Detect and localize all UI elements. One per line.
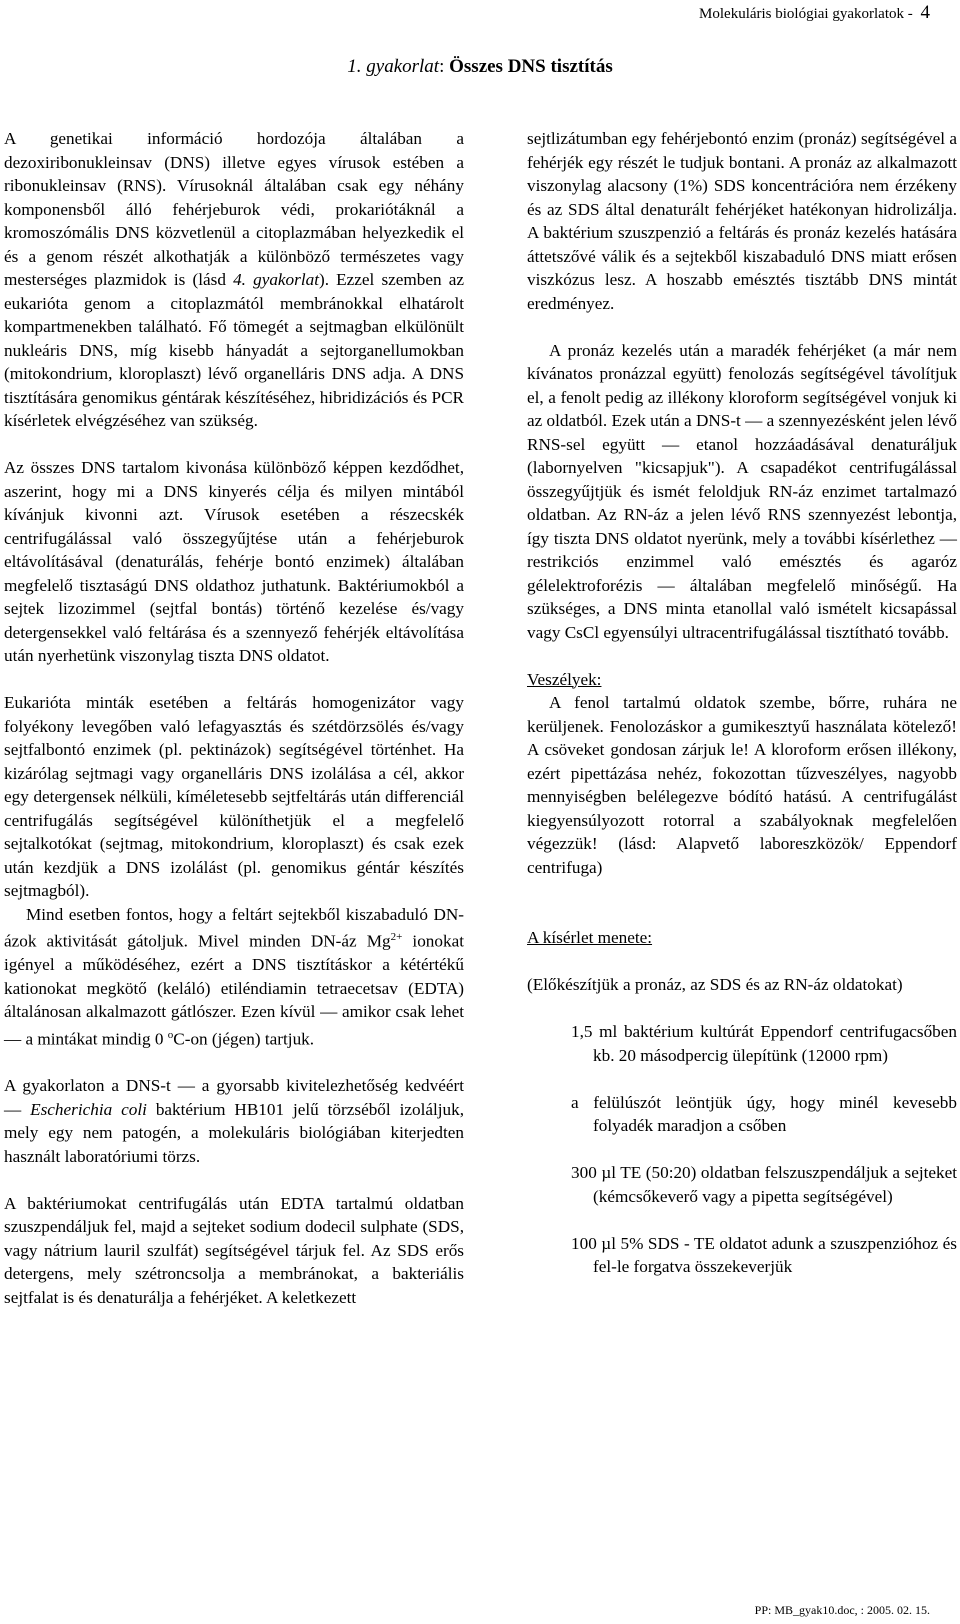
dnase-text-cont: ionokat igényel a működéséhez, ezért a DNS tisztításkor a kétértékű kationokat megkötő (keláló) etiléndiamin tetraecetsav (EDTA) általánosan alkalmazott gátlószer. Ezen kívül — amikor csak lehet — a mintákat mindig 0 [4, 931, 464, 1049]
title-colon: : [439, 56, 445, 77]
procedure-steps [527, 1020, 957, 1279]
title-prefix: 1. gyakorlat [347, 56, 440, 77]
procedure-step-3: 300 µl TE (50:20) oldatban felszuszpendáljuk a sejteket (kémcsőkeverő vagy a pipetta segítségével) [571, 1163, 957, 1206]
intro-paragraph [4, 127, 464, 433]
header-separator: - [907, 6, 913, 22]
cross-reference: 4. gyakorlat [233, 270, 319, 289]
title-main: Összes DNS tisztítás [449, 56, 613, 77]
intro-text-cont: ). Ezzel szemben az eukarióta genom a citoplazmától membránokkal elhatárolt kompartmenekben található. Fő tömegét a sejtmagban elkülönült nukleáris DNS, míg kisebb hányadát a sejtorganellumokban (mitokondrium, kloroplaszt) lévő organelláris DNS adja. A DNS tisztítására genomikus géntárak készítéséhez, hibridizációs és PCR kísérletek elvégzéséhez van szükség. [4, 270, 465, 430]
procedure-step-1: 1,5 ml baktérium kultúrát Eppendorf centrifugacsőben kb. 20 másodpercig ülepítünk (12000 rpm) [571, 1022, 957, 1065]
procedure-heading [527, 926, 957, 950]
right-column [527, 127, 957, 1279]
dangers-heading-text: Veszélyek: [527, 669, 602, 689]
strain-text-cont: baktérium HB101 jelű törzséből izoláljuk, mely egy nem patogén, a molekuláris biológiában kiterjedten használt laboratóriumi törzs. [4, 1099, 465, 1166]
page-title [0, 56, 960, 78]
procedure-step-4: 100 µl 5% SDS - TE oldatot adunk a szuszpenzióhoz és fel-le forgatva összekeverjük [571, 1233, 957, 1276]
procedure-heading-text: A kísérlet menete: [527, 928, 653, 947]
lysis-paragraph: A baktériumokat centrifugálás után EDTA tartalmú oldatban szuszpendáljuk fel, majd a sejteket sodium dodecil sulphate (SDS, vagy nátrium lauril szulfát) segítségével tárjuk fel. Az SDS erős detergens, mely szétroncsolja a membránokat, a bakteriális sejtfalat is és denaturálja a fehérjéket. A keletkezett [4, 1193, 464, 1307]
dangers-paragraph: A fenol tartalmú oldatok szembe, bőrre, ruhára ne kerüljenek. Fenolozáskor a gumikesztyű használata kötelező! A csöveket gondosan zárjuk le! A kloroform erősen illékony, ezért pipettázása nehéz, fokozottan tűzveszélyes, nagyobb mennyiségben belélegezve bódító hatású. A centrifugálást kiegyensúlyozott rotorral a szabályoknak megfelelően végezzük! (lásd: Alapvető laboreszközök/ Eppendorf centrifuga) [527, 693, 957, 877]
degree-symbol: o [167, 1028, 174, 1041]
intro-text: A genetikai információ hordozója általában a dezoxiribonukleinsav (DNS) illetve egyes vírusok estében a ribonukleinsav (RNS). Vírusoknál általában csak egy néhány komponensből álló fehérjeburok védi, prokariótáknál a kromoszómális DNS közvetlenül a citoplazmában helyezkedik el és a genom részét alkothatják a különböző természetes vagy mesterséges plazmidok is (lásd [4, 129, 464, 289]
strain-paragraph [4, 1074, 464, 1168]
strain-text: A gyakorlaton a DNS-t — a gyorsabb kivitelezhetőség kedvéért — [4, 1076, 464, 1119]
page-number: 4 [920, 2, 930, 23]
dnase-text: Mind esetben fontos, hogy a feltárt sejtekből kiszabaduló DN-ázok aktivitását gátoljuk. Mivel minden DN-áz Mg [4, 904, 464, 951]
procedure-step-2: a felülúszót leöntjük úgy, hogy minél kevesebb folyadék maradjon a csőben [571, 1092, 957, 1135]
eukaryote-paragraph: Eukarióta minták esetében a feltárás homogenizátor vagy folyékony levegőben való lefagyasztás és szétdörzsölés és/vagy sejtfalbontó enzimek (pl. pektinázok) segítségével történhet. Ha kizárólag sejtmagi vagy organelláris DNS izolálása a cél, akkor egy detergensek nélküli, kíméletesebb sejtfeltárás után differenciál centrifugálás segítségével különíthetjük el a megfelelő sejtalkotókat (sejtmag, mitokondrium, kloroplaszt) és csak ezek után kezdjük a DNS izolálást (pl. genomikus géntár készítés sejtmagból). [4, 693, 464, 900]
extraction-paragraph: Az összes DNS tartalom kivonása különböző képpen kezdődhet, aszerint, hogy mi a DNS kinyerés célja és milyen mintából kívánjuk kivonni azt. Vírusok esetében a részecskék centrifugálással való összegyűjtése után a fehérjeburok eltávolításával (denaturálás, fehérje bontó enzimek) általában megfelelő tisztaságú DNS oldathoz juthatunk. Baktériumokból a sejtek lizozimmel (sejtfal bontás) történő kezelése és/vagy detergensekkel való feltárása és a szennyező fehérjék eltávolítása után nyerhetünk viszonylag tiszta DNS oldatot. [4, 458, 464, 665]
pronase-paragraph: sejtlizátumban egy fehérjebontó enzim (pronáz) segítségével a fehérjék egy részét le tudjuk bontani. A pronáz az alkalmazott viszonylag alacsony (1%) SDS koncentrációra nem érzékeny és az SDS által denaturált fehérjéket hatékonyan hidrolizálja. A baktérium szuszpenzió a feltárás és pronáz kezelés hatására áttetszővé válik és a sejtekből kiszabaduló DNS miatt erősen viszkózus lesz. A hoszabb emésztés tisztább DNS mintát eredményez. [527, 129, 957, 313]
dnase-paragraph [4, 903, 464, 1051]
dangers-heading [527, 668, 957, 692]
left-column [4, 127, 464, 1309]
running-title: Molekuláris biológiai gyakorlatok [699, 6, 904, 22]
page-footer: PP: MB_gyak10.doc, : 2005. 02. 15. [754, 1603, 930, 1617]
mg-charge: 2+ [390, 931, 403, 943]
running-header [699, 2, 930, 24]
dnase-text-end: C-on (jégen) tartjuk. [173, 1029, 315, 1049]
species-name: Escherichia coli [30, 1099, 147, 1119]
prep-note: (Előkészítjük a pronáz, az SDS és az RN-áz oldatokat) [527, 975, 903, 994]
phenol-paragraph: A pronáz kezelés után a maradék fehérjéket (a már nem kívánatos pronázzal együtt) fenolozás segítségével távolítjuk el, a fenolt pedig az illékony kloroform segítségével vonjuk ki az oldatból. Ezek után a DNS-t — a szennyezésként jelen lévő RNS-sel együtt — etanol hozzáadásával denaturáljuk (labornyelven "kicsapjuk"). A csapadékot centrifugálással összegyűjtjük és ismét feloldjuk RN-áz enzimet tartalmazó oldatban. Az RN-áz a jelen lévő RNS szennyezést lebontja, így tiszta DNS oldatot nyerünk, mely a további kísérlethez — restrikciós enzimmel való emésztés és agaróz gélelektroforézis — általában megfelelő minőségű. Ha szükséges, a DNS minta etanollal való ismételt kicsapással vagy CsCl egyensúlyi ultracentrifugálással tisztítható tovább. [527, 340, 958, 642]
